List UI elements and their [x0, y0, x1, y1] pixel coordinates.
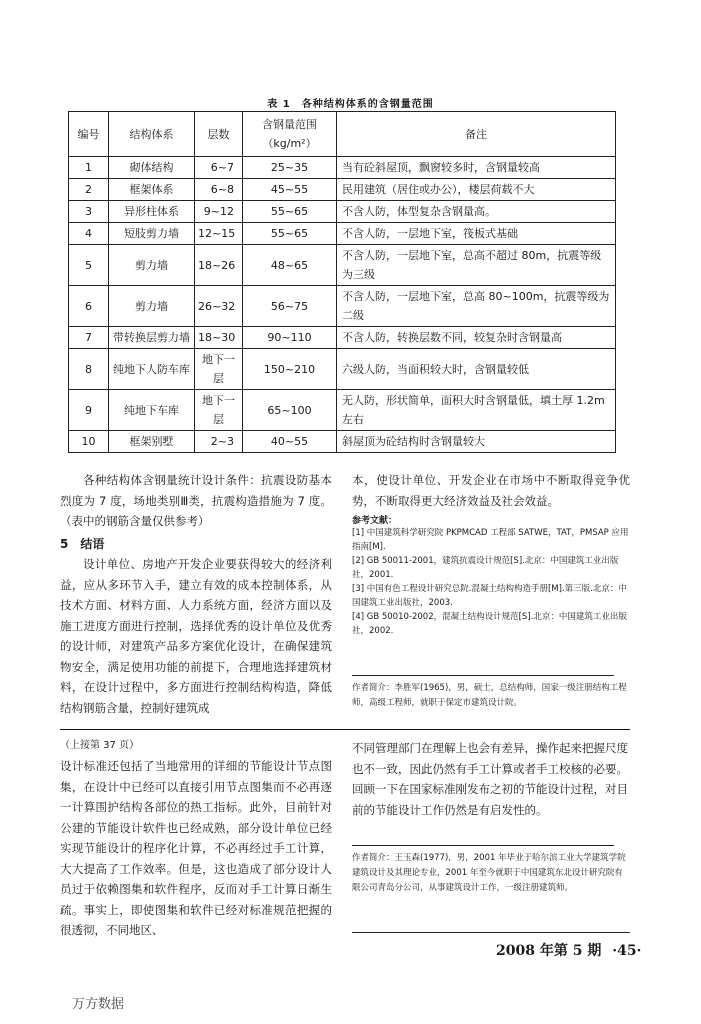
table-row	[69, 201, 616, 223]
cell-floors: 18~26	[195, 245, 243, 286]
cell-steel: 55~65	[243, 201, 337, 223]
conclusion-paragraph: 设计单位、房地产开发企业要获得较大的经济利益，应从多环节入手，建立有效的成本控制体系，从技术方面、材料方面、人力系统方面，经济方面以及施工进度方面进行控制，选择优秀的设计单位及优秀的设计师，对建筑产品多方案优化设计，在确保建筑物安全，满足使用功能的前提下，合理地选择建筑材料，在设计过程中，多方面进行控制结构构造，降低结构钢筋含量，控制好建筑成	[60, 557, 332, 715]
references-list	[352, 526, 630, 638]
table-row	[69, 157, 616, 179]
design-conditions-paragraph: 各种结构体含钢量统计设计条件：抗震设防基本烈度为 7 度，场地类别Ⅲ类，抗震构造措施为 7 度。（表中的钢筋含量仅供参考）	[60, 473, 332, 528]
cell-no: 4	[69, 223, 109, 245]
cell-note: 当有砼斜屋顶，飘窗较多时，含钢量较高	[337, 157, 616, 179]
cell-steel: 56~75	[243, 286, 337, 327]
steel-content-table	[68, 111, 616, 453]
page-footer	[496, 940, 641, 960]
cell-note: 民用建筑（居住或办公），楼层荷载不大	[337, 179, 616, 201]
cell-note: 不含人防，一层地下室，总高不超过 80m，抗震等级为三级	[337, 245, 616, 286]
table-row	[69, 431, 616, 453]
cell-steel: 45~55	[243, 179, 337, 201]
cell-note: 无人防，形状简单，面积大时含钢量低，填土厚 1.2m 左右	[337, 390, 616, 431]
cell-floors: 18~30	[195, 327, 243, 349]
cell-note: 六级人防，当面积较大时，含钢量较低	[337, 349, 616, 390]
upper-left-column	[60, 470, 332, 718]
cell-floors: 6~7	[195, 157, 243, 179]
table-row	[69, 349, 616, 390]
lower-left-column	[60, 738, 332, 941]
cell-floors: 地下一层	[195, 349, 243, 390]
cell-no: 1	[69, 157, 109, 179]
cell-note: 斜屋顶为砼结构时含钢量较大	[337, 431, 616, 453]
cell-note: 不含人防，一层地下室，筏板式基础	[337, 223, 616, 245]
cell-system: 砌体结构	[109, 157, 195, 179]
cell-steel: 150~210	[243, 349, 337, 390]
reference-item: [3] 中国有色工程设计研究总院.混凝土结构构造手册[M].第三版.北京：中国建筑工业出版社，2003.	[352, 584, 627, 608]
header-floors: 层数	[195, 112, 243, 157]
cell-note: 不含人防，体型复杂含钢量高。	[337, 201, 616, 223]
header-no: 编号	[69, 112, 109, 157]
section-heading-conclusion: 5 结语	[60, 536, 105, 551]
lower-right-column	[352, 738, 628, 820]
cell-system: 短肢剪力墙	[109, 223, 195, 245]
cell-steel: 65~100	[243, 390, 337, 431]
bio-divider-lower	[352, 845, 614, 846]
energy-design-paragraph: 设计标准还包括了当地常用的详细的节能设计节点图集，在设计中已经可以直接引用节点图集而不必再逐一计算围护结构各部位的热工指标。此外，目前针对公建的节能设计软件也已经成熟，部分设计单位已经实现节能设计的程序化计算，不必再经过手工计算，大大提高了工作效率。但是，这也造成了部分设计人员过于依赖图集和软件程序，反而对手工计算日渐生疏。事实上，即使图集和软件已经对标准规范把握的很透彻，不同地区、	[60, 759, 332, 937]
issue-label: 2008 年第 5 期	[496, 943, 602, 959]
cell-no: 9	[69, 390, 109, 431]
continued-from-note: （上接第 37 页）	[60, 740, 140, 751]
cell-system: 框架别墅	[109, 431, 195, 453]
table-row	[69, 390, 616, 431]
cell-no: 3	[69, 201, 109, 223]
cell-steel: 55~65	[243, 223, 337, 245]
table-caption: 表 1 各种结构体系的含钢量范围	[267, 99, 434, 110]
table-row	[69, 245, 616, 286]
header-note: 备注	[337, 112, 616, 157]
watermark-wanfang: 万方数据	[72, 997, 125, 1012]
bio-divider	[352, 675, 614, 676]
author-bio-lower: 作者简介：王玉森(1977)，男，2001 年毕业于哈尔滨工业大学建筑学院建筑设计及其理论专业，2001 年至今就职于中国建筑东北设计研究院有限公司青岛分公司，从事建筑设计工作，一级注册建筑师。	[352, 853, 626, 893]
cell-steel: 40~55	[243, 431, 337, 453]
cell-floors: 9~12	[195, 201, 243, 223]
cell-steel: 90~110	[243, 327, 337, 349]
cell-steel: 48~65	[243, 245, 337, 286]
cell-floors: 地下一层	[195, 390, 243, 431]
conclusion-continued-paragraph: 本，使设计单位、开发企业在市场中不断取得竞争优势，不断取得更大经济效益及社会效益。	[352, 473, 630, 508]
cell-system: 剪力墙	[109, 245, 195, 286]
cell-system: 纯地下车库	[109, 390, 195, 431]
cell-floors: 12~15	[195, 223, 243, 245]
cell-no: 8	[69, 349, 109, 390]
cell-no: 7	[69, 327, 109, 349]
table-header-row	[69, 112, 616, 157]
cell-note: 不含人防，一层地下室，总高 80~100m，抗震等级为二级	[337, 286, 616, 327]
cell-floors: 2~3	[195, 431, 243, 453]
page-number: ·45·	[612, 943, 642, 959]
cell-system: 带转换层剪力墙	[109, 327, 195, 349]
author-bio-upper: 作者简介：李胜军(1965)，男，硕士，总结构师，国家一级注册结构工程师，高级工程师，就职于保定市建筑设计院。	[352, 683, 627, 708]
table-row	[69, 223, 616, 245]
cell-floors: 26~32	[195, 286, 243, 327]
upper-right-column	[352, 470, 630, 638]
cell-no: 10	[69, 431, 109, 453]
reference-item: [2] GB 50011-2001，建筑抗震设计规范[S].北京：中国建筑工业出版社，2001.	[352, 556, 619, 580]
cell-system: 纯地下人防车库	[109, 349, 195, 390]
cell-note: 不含人防，转换层数不同，较复杂时含钢量高	[337, 327, 616, 349]
header-steel-line1: 含钢量范围	[262, 118, 317, 131]
cell-steel: 25~35	[243, 157, 337, 179]
cell-no: 6	[69, 286, 109, 327]
cell-no: 2	[69, 179, 109, 201]
table-row	[69, 179, 616, 201]
energy-design-continued-paragraph: 不同管理部门在理解上也会有差异，操作起来把握尺度也不一致，因此仍然有手工计算或者手工校核的必要。回顾一下在国家标准刚发布之初的节能设计过程，对目前的节能设计工作仍然是有启发性的。	[352, 741, 628, 817]
table-row	[69, 327, 616, 349]
header-system: 结构体系	[109, 112, 195, 157]
reference-item: [1] 中国建筑科学研究院 PKPMCAD 工程部 SATWE，TAT，PMSAP 应用指南[M].	[352, 528, 629, 552]
cell-system: 剪力墙	[109, 286, 195, 327]
table-row	[69, 286, 616, 327]
footer-divider	[352, 932, 630, 933]
header-steel-line2: （kg/m²）	[262, 137, 317, 150]
article-separator	[60, 729, 630, 730]
header-steel	[243, 112, 337, 157]
reference-item: [4] GB 50010-2002，混凝土结构设计规范[S].北京：中国建筑工业出版社，2002.	[352, 612, 627, 636]
cell-system: 框架体系	[109, 179, 195, 201]
cell-no: 5	[69, 245, 109, 286]
cell-floors: 6~8	[195, 179, 243, 201]
table-body	[69, 157, 616, 453]
cell-system: 异形柱体系	[109, 201, 195, 223]
references-title: 参考文献：	[352, 516, 398, 526]
